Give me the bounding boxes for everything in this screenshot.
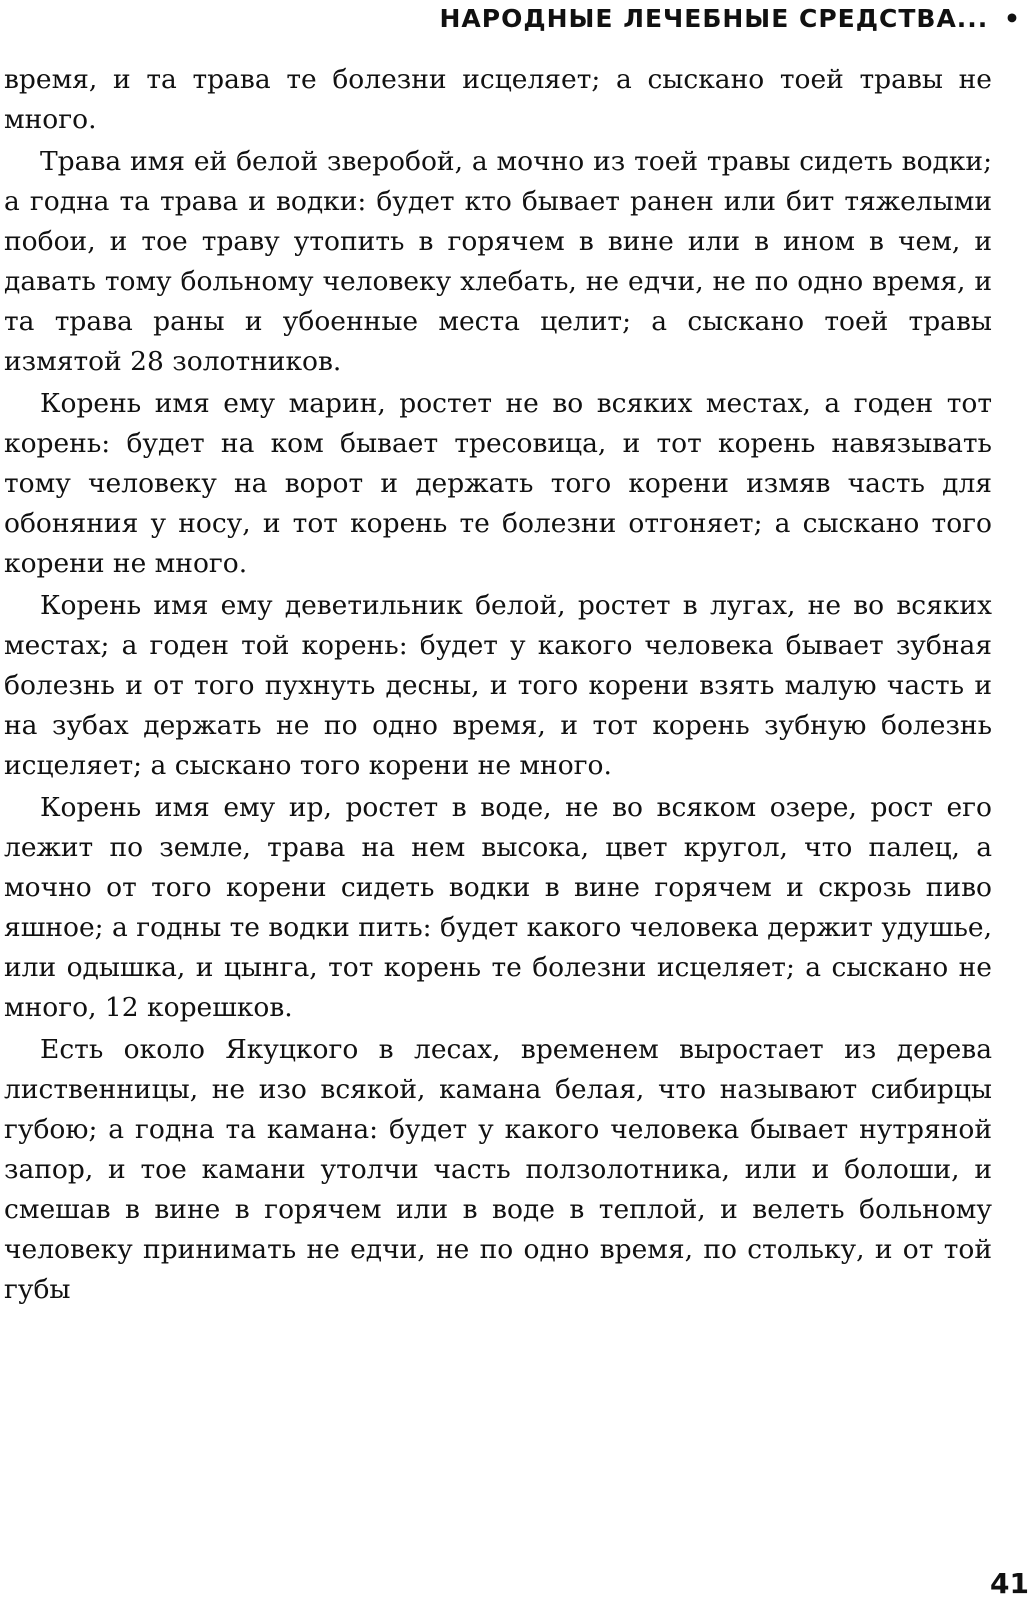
page-number: 41 xyxy=(990,1567,1029,1600)
bullet-ornament: • xyxy=(1004,4,1021,33)
body-text xyxy=(4,60,992,1312)
paragraph-elecampane-root: Корень имя ему деветильник белой, ростет в лугах, не во всяких местах; а годен той корень: будет у какого человека бывает зубная болезнь и от того пухнуть десны, и того корени взять малую часть и на зубах держать не по одно время, и тот корень зубную болезнь исцеляет; а сыскано того корени не много. xyxy=(4,590,992,781)
running-title: НАРОДНЫЕ ЛЕЧЕБНЫЕ СРЕДСТВА... xyxy=(439,4,989,33)
paragraph-larch-fungus: Есть около Якуцкого в лесах, временем выростает из дерева лиственницы, не изо всякой, камана белая, что называют сибирцы губою; а годна та камана: будет у какого человека бывает нутряной запор, и тое камани утолчи часть ползолотника, или и болоши, и смешав в вине в горячем или в воде в теплой, и велеть больному человеку принимать не едчи, не по одно время, по стольку, и от той губы xyxy=(4,1034,992,1305)
paragraph-st-johns-wort: Трава имя ей белой зверобой, а мочно из тоей травы сидеть водки; а годна та трава и водки: будет кто бывает ранен или бит тяжелыми побои, и тое траву утопить в горячем в вине или в ином в чем, и давать тому больному человеку хлебать, не едчи, не по одно время, и та трава раны и убоенные места целит; а сыскано тоей травы измятой 28 золотников. xyxy=(4,146,992,377)
paragraph-marin-root: Корень имя ему марин, ростет не во всяких местах, а годен тот корень: будет на ком бывает тресовица, и тот корень навязывать тому человеку на ворот и держать того корени измяв часть для обоняния у носу, и тот корень те болезни отгоняет; а сыскано того корени не много. xyxy=(4,388,992,579)
running-head xyxy=(439,4,1021,33)
paragraph-continued: время, и та трава те болезни исцеляет; а сыскано тоей травы не много. xyxy=(4,64,992,135)
paragraph-calamus-root: Корень имя ему ир, ростет в воде, не во всяком озере, рост его лежит по земле, трава на нем высока, цвет кругол, что палец, а мочно от того корени сидеть водки в вине горячем и скрозь пиво яшное; а годны те водки пить: будет какого человека держит удушье, или одышка, и цынга, тот корень те болезни исцеляет; а сыскано не много, 12 корешков. xyxy=(4,792,992,1023)
